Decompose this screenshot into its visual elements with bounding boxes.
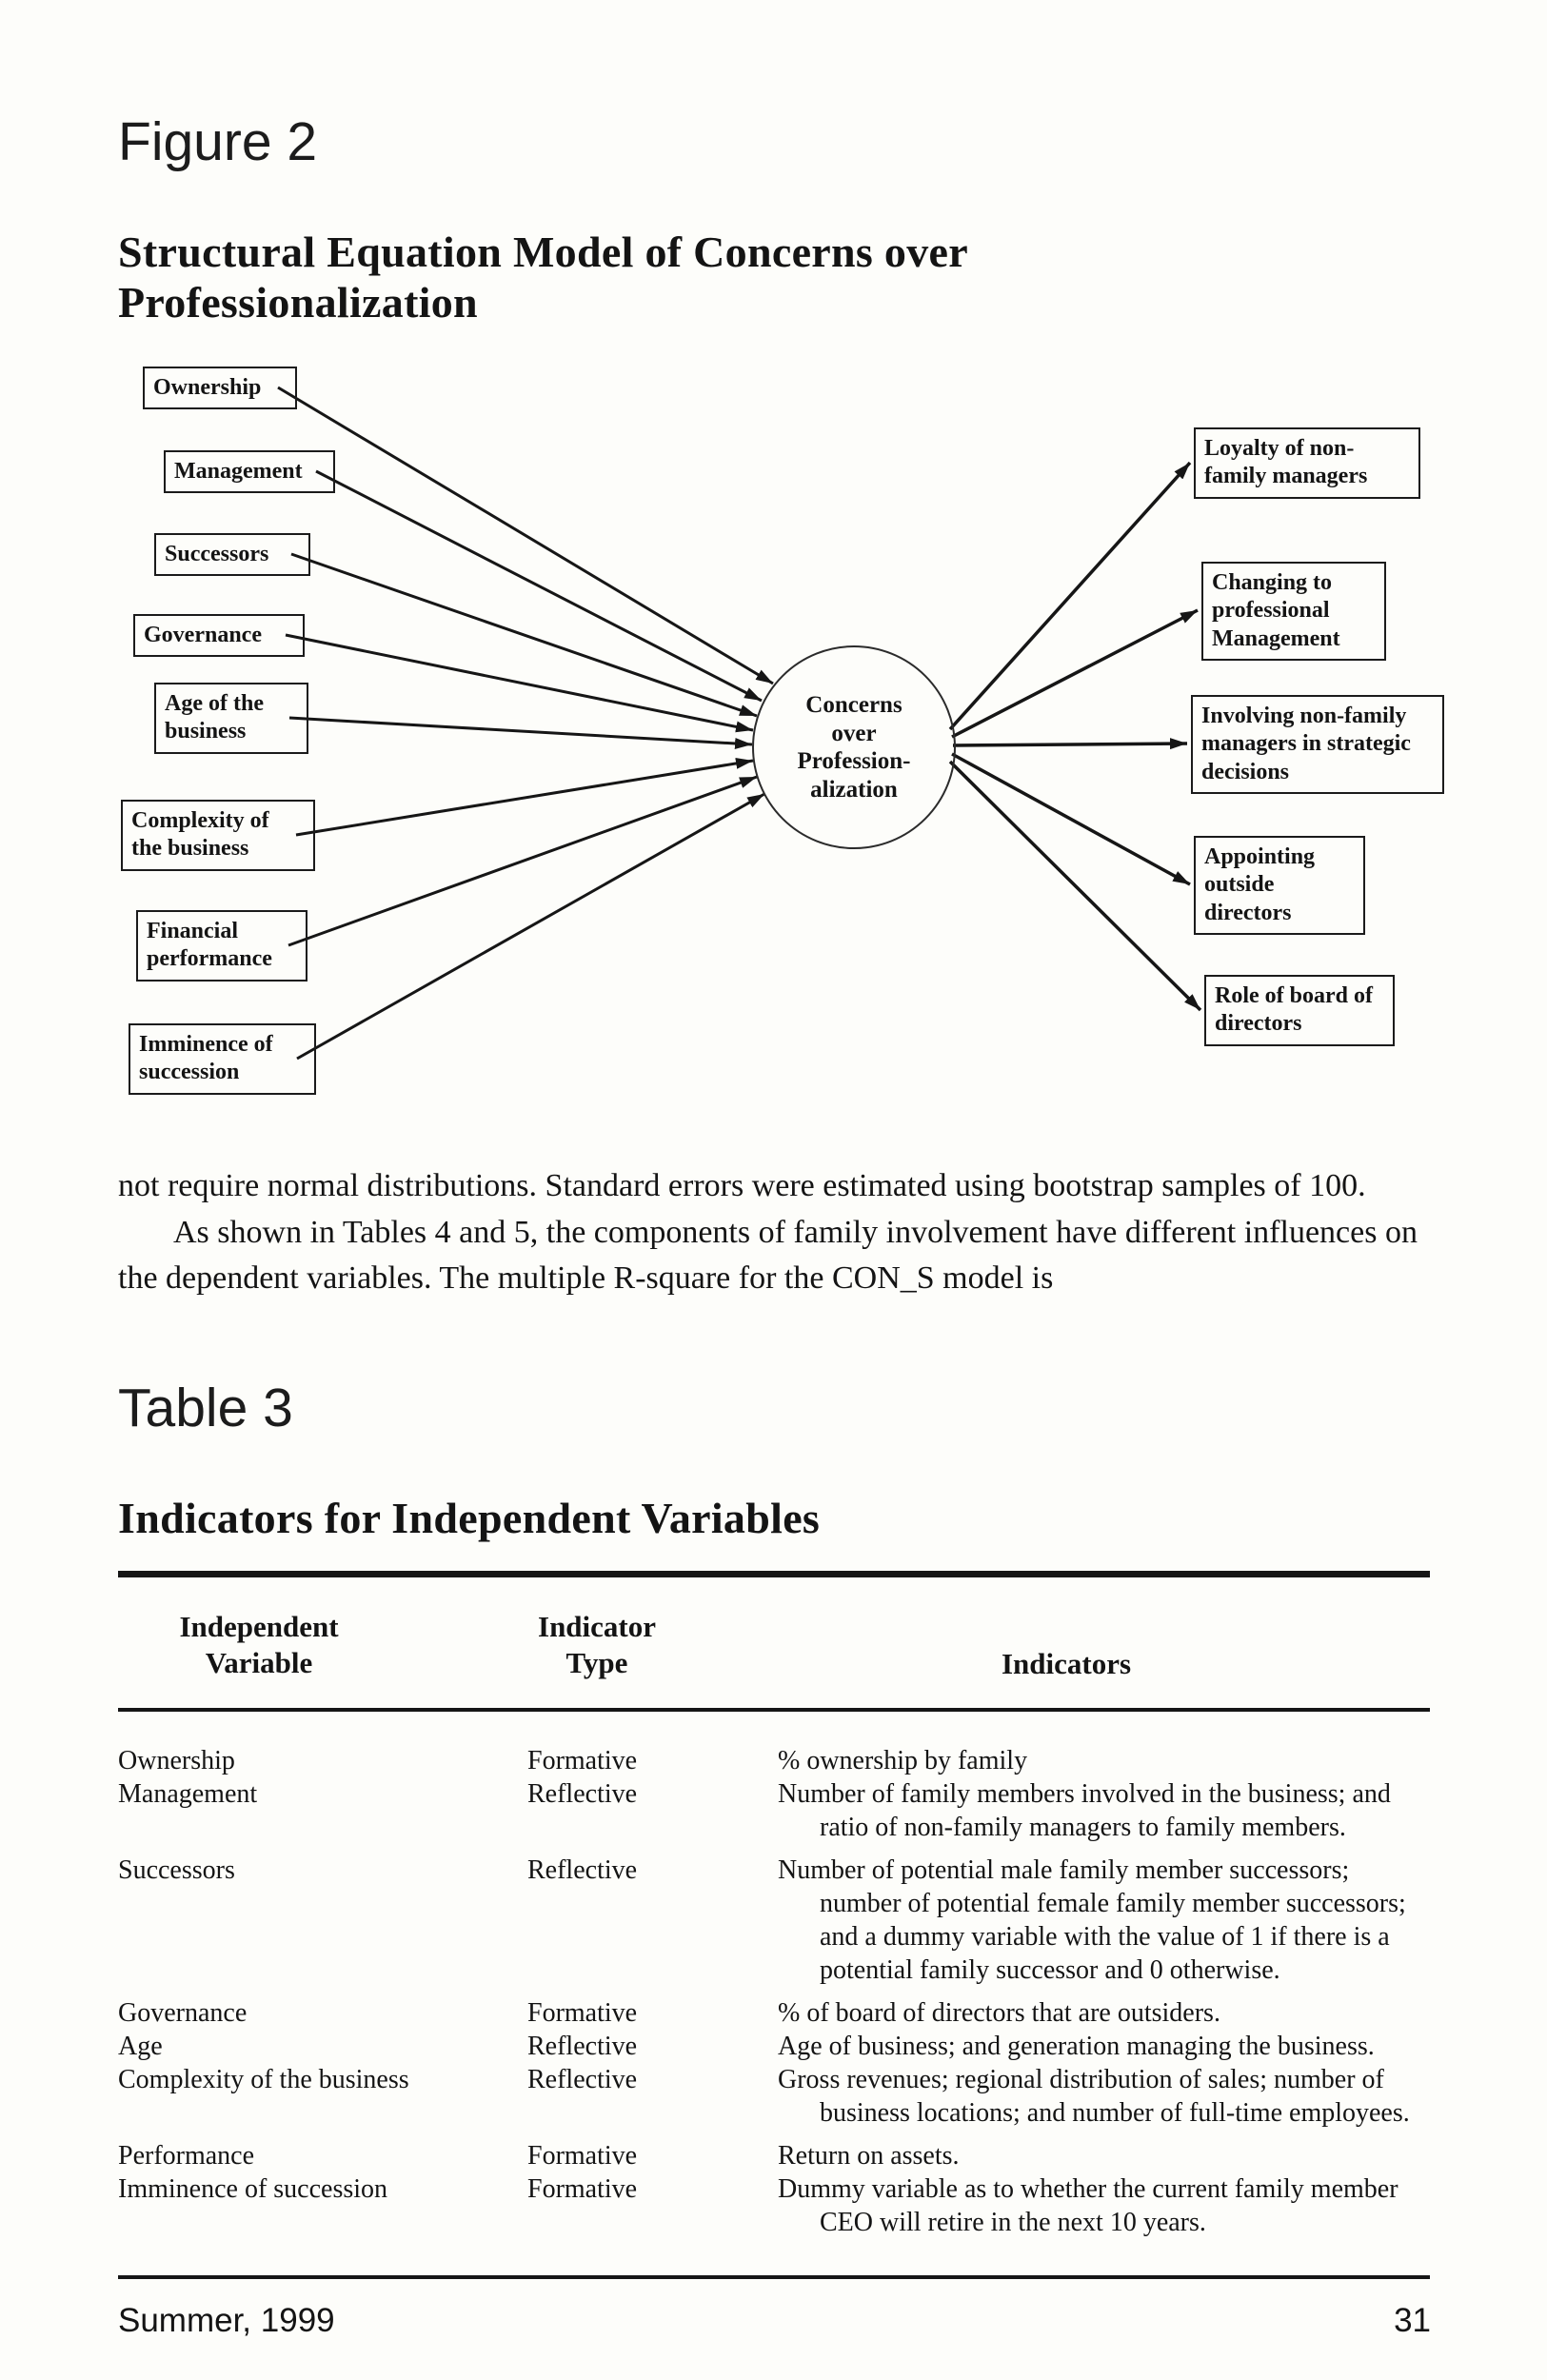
column-header-independent-variable: Independent Variable	[179, 1610, 339, 1679]
arrow-line	[286, 635, 753, 730]
page-number: 31	[1394, 2302, 1431, 2339]
arrow-line	[950, 463, 1190, 729]
cell-indicators: Dummy variable as to whether the current family member CEO will retire in the next 10 years.	[778, 2174, 1398, 2237]
table-row	[118, 1744, 1432, 1777]
box-management: Management	[164, 450, 335, 493]
table-body	[118, 1744, 1432, 2239]
cell-indicators: Age of business; and generation managing the business.	[778, 2032, 1375, 2061]
box-complexity: Complexity of the business	[121, 800, 315, 871]
cell-variable: Age	[118, 2032, 163, 2061]
table-row	[118, 1777, 1432, 1844]
box-imminence-of-succession: Imminence of succession	[129, 1023, 316, 1095]
table-row	[118, 2030, 1432, 2063]
cell-variable: Successors	[118, 1855, 235, 1885]
table-row	[118, 2063, 1432, 2130]
table-label: Table 3	[118, 1378, 293, 1438]
cell-indicator-type: Formative	[527, 2141, 638, 2171]
box-changing-professional-management: Changing to professional Management	[1201, 562, 1386, 661]
cell-indicator-type: Formative	[527, 2174, 638, 2204]
body-text	[118, 1163, 1447, 1302]
cell-variable: Ownership	[118, 1746, 235, 1775]
box-role-of-board: Role of board of directors	[1204, 975, 1395, 1046]
cell-indicators: Number of family members involved in the business; and ratio of non-family managers to family members.	[778, 1779, 1391, 1842]
table-title-rule	[118, 1571, 1430, 1577]
arrow-line	[288, 777, 757, 945]
arrow-line	[289, 718, 752, 744]
cell-indicator-type: Formative	[527, 1746, 638, 1775]
column-header-indicator-type: Indicator Type	[538, 1610, 656, 1679]
column-header-indicators: Indicators	[1001, 1647, 1132, 1680]
cell-indicators: Number of potential male family member successors; number of potential female family member successors; and a dummy variable with the value of 1 if there is a potential family successor and 0 otherwise.	[778, 1855, 1406, 1985]
journal-issue: Summer, 1999	[118, 2302, 335, 2339]
cell-variable: Imminence of succession	[118, 2174, 388, 2204]
construct-line: alization	[810, 776, 898, 803]
arrow-line	[953, 744, 1187, 745]
construct-line: Profession-	[797, 748, 911, 774]
table-header-rule	[118, 1708, 1430, 1712]
arrow-line	[950, 762, 1200, 1010]
box-successors: Successors	[154, 533, 310, 576]
arrow-line	[297, 794, 764, 1059]
box-financial-performance: Financial performance	[136, 910, 307, 982]
figure-title: Structural Equation Model of Concerns over Professionalization	[118, 228, 968, 327]
cell-indicators: Gross revenues; regional distribution of sales; number of business locations; and number of full-time employees.	[778, 2065, 1410, 2128]
cell-indicator-type: Formative	[527, 1998, 638, 2028]
arrow-line	[952, 754, 1190, 884]
construct-line: Concerns	[805, 692, 902, 718]
cell-variable: Management	[118, 1779, 258, 1809]
figure-label: Figure 2	[118, 111, 318, 172]
table-title: Indicators for Independent Variables	[118, 1494, 821, 1542]
box-governance: Governance	[133, 614, 305, 657]
table-row	[118, 1996, 1432, 2030]
cell-variable: Performance	[118, 2141, 255, 2171]
table-row	[118, 1854, 1432, 1987]
construct-concerns-over-professionalization	[752, 645, 956, 849]
arrow-line	[952, 610, 1198, 737]
cell-indicators: Return on assets.	[778, 2141, 960, 2171]
box-loyalty-nonfamily-managers: Loyalty of non-family managers	[1194, 427, 1420, 499]
footer-rule	[118, 2275, 1430, 2279]
body-paragraph: As shown in Tables 4 and 5, the components of family involvement have different influences on the dependent variables. The multiple R-square for the CON_S model is	[118, 1214, 1418, 1297]
box-involving-nonfamily-managers: Involving non-family managers in strategic decisions	[1191, 695, 1444, 794]
table-row	[118, 2139, 1432, 2172]
cell-indicators: % of board of directors that are outsiders.	[778, 1998, 1220, 2028]
sem-diagram	[0, 350, 1547, 1123]
arrow-line	[296, 761, 753, 835]
cell-variable: Governance	[118, 1998, 248, 2028]
cell-variable: Complexity of the business	[118, 2065, 409, 2094]
cell-indicator-type: Reflective	[527, 2032, 638, 2061]
cell-indicator-type: Reflective	[527, 1779, 638, 1809]
cell-indicator-type: Reflective	[527, 1855, 638, 1885]
arrow-line	[278, 387, 773, 684]
box-age: Age of the business	[154, 683, 308, 754]
cell-indicators: % ownership by family	[778, 1746, 1028, 1775]
box-appointing-outside-directors: Appointing outside directors	[1194, 836, 1365, 935]
table-row	[118, 2172, 1432, 2239]
body-paragraph: not require normal distributions. Standard errors were estimated using bootstrap samples of 100.	[118, 1168, 1366, 1203]
construct-line: over	[831, 720, 877, 746]
box-ownership: Ownership	[143, 367, 297, 409]
cell-indicator-type: Reflective	[527, 2065, 638, 2094]
